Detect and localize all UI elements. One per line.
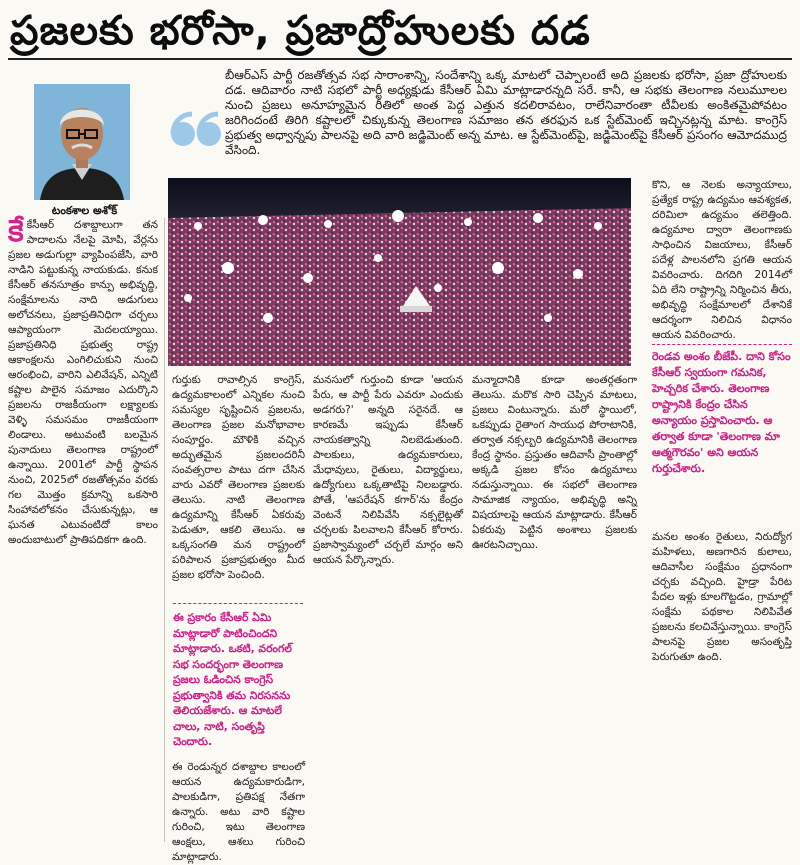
column-4-text: మన్మాదానికి కూడా అంతర్గతంగా తెలుసు. మరొక సారి చెప్పిన మాటలు, ప్రజలు వింటున్నారు. మరో స్థాయిలో, ఒకప్పుడు రైతాంగ సాయుధ పోరాటానికి, తర్వాత నక్సల్బరి ఉద్యమానికి తెలంగాణ కేంద్ర స్థానం. ప్రస్తుతం ఆదివాసీ ప్రాంతాల్లో అక్కడి ప్రజల కోసం ఉద్యమాలు నడుస్తున్నాయి. ఈ సభలో తెలంగాణ సామాజిక న్యాయం, అభివృద్ధి అన్ని విషయాలపై ఆయన మాట్లాడారు. కేసీఆర్ ఏకరువు పెట్టిన అంశాలు ప్రజలకు ఊరటనిచ్చాయి. [472,374,637,551]
column-5b-text: మనల అంశం రైతులు, నిరుద్యోగ మహిళలు, అణగారిన కులాలు, ఆదివాసీల సంక్షేమం ప్రధానంగా చర్చకు వచ్చింది. హైడ్రా పేరిట పేదల ఇళ్లు కూలగొట్టడం, గ్రామాల్లో సంక్షేమ పథకాల నిలిపివేత ప్రజలను కలచివేస్తున్నాయి. కాంగ్రెస్ పాలనపై ప్రజల అసంతృప్తి పెరుగుతూ ఉంది. [652,531,792,663]
column-1-text: కేసీఆర్ దశాబ్దాలుగా తన పాదాలను నేలపై మోపి, వేర్లను ప్రజల అడుగుల్లా వ్యాపింపజేసి, వారి నాడిని పట్టుకున్న నాయకుడు. కనుక కేసీఆర్ తనసూత్రం కాన్పు అభివృద్ధి, సంక్షేమాలను నాది అడుగులు అలోచనలు, ప్రజాప్రతినిధిగా చర్చలు ఆప్యాయంగా మెదలయ్యాయి. ప్రజాప్రతినిధి ప్రభుత్వ రాష్ట్ర ఆకాంక్షలను ఎంగిలిచుకుని నుంచి ఆరంభించి, వారిని ఎలివేషన్, ఎన్నిటి కష్టాల పాలైన సమాజం ఎదుర్కొని ప్రజలను రాజకీయంగా లక్ష్యాలకు వెళ్ళి సమసమం రాజకీయంగా లిండాలు. అటువంటి బలమైన పునాదులు తెలంగాణ రాష్ట్రంలో ఉన్నాయి. 2001లో పార్టీ స్థాపన నుంచి, 2025లో రజతోత్సవం వరకు గల మొత్తం క్రమాన్ని ఒకసారి సింహావలోకనం చేసుకున్నట్లు, ఆ ఘనత ఎటువంటిదో కాలం అందుబాటులో ప్రాతిపదికగా ఉంది. [8,219,158,546]
quote-mark-icon [168,110,224,150]
column-5-text: కొని, ఆ నెలకు అన్యాయాలు, ప్రత్యేక రాష్ట్ర ఉద్యమం ఆవశ్యకత, దరిమిలా ఉద్యమం తలెత్తింది. ఉద్యమాల ద్వారా తెలంగాణకు సాధించిన విజయాలు, కేసీఆర్ పదేళ్ల పాలనలోని ప్రగతి ఆయన వివరించారు. దిగదిగి 2014లో ఏది లేని రాష్ట్రాన్ని నిర్మించిన తీరు, అభివృద్ధి సంక్షేమాలలో దేశానికే ఆదర్శంగా నిలిచిన విధానం ఆయన వివరించారు. [652,179,792,341]
author-photo [34,84,130,200]
column-divider [164,218,165,842]
column-2b-text: ఈ రెండున్నర దశాబ్దాల కాలంలో ఆయన ఉద్యమకారుడిగా, పాలకుడిగా, ప్రతిపక్ష నేతగా ఉన్నారు. అటు వారి కష్టాల గురించి, ఇటు తెలంగాణ ఆంక్షలు, ఆశలు గురించి మాట్లాడారు. [172,761,305,863]
byline: టంకశాల అశోక్ [51,204,118,217]
rally-photo [168,178,631,366]
column-3 [313,373,463,843]
column-1 [8,214,158,842]
column-2b [172,760,305,863]
column-5b [652,530,792,843]
column-3-text: మనసులో గుర్తుంచి కూడా 'ఆయన పేరు, ఆ పార్టీ పేరు ఎవరూ ఎందుకు అడగరు?' అన్నది సరైనదే. ఆ కారణమే ఇప్పుడు కేసీఆర్ నాయకత్వాన్ని నిలబెడుతుంది. పాలకులు, ఉద్యమకారులు, మేధావులు, రైతులు, విద్యార్థులు, ఉద్యోగులు ఒక్కతాటిపై నిలబడ్డారు. పోతే, 'ఆపరేషన్ కగార్'ను కేంద్రం వెంటనే నిలిపివేసి నక్సలైట్లతో చర్చలకు పిలవాలని కేసీఆర్ కోరారు. ప్రజాస్వామ్యంలో చర్చలే మార్గం అని ఆయన పేర్కొన్నారు. [313,374,463,566]
dropcap: కే [8,214,24,249]
pull-quote-center: ఈ ప్రకారం కేసీఆర్ ఏమి మాట్లాడారో పాటించిందని మాట్లాడారు. ఒకటి, వరంగల్ సభ సందర్భంగా తెలంగాణ ప్రజలు ఓడించిన కాంగ్రెస్ ప్రభుత్వానికి తమ నిరసనను తెలియజేశారు. ఆ మాటలే చాలు, నాటి, సంతృప్తి చెందారు. [173,603,303,755]
column-2 [172,373,305,598]
column-2-text: గుర్తుకు రావాల్సిన కాంగ్రెస్, ఉద్యమకాలంలో ఎన్నికల నుంచి సమస్యల సృష్టించిన ప్రజలను, తెలంగాణ ప్రజల మనోభావాల సంపూర్ణం. మౌళికి వచ్చిన అద్భుతమైన ప్రజలందరినీ సంవత్సరాల పాటు దగా చేసిన వారు ఎవరో తెలంగాణ ప్రజలకు తెలుసు. నాటి తెలంగాణ ఉద్యమాన్ని కేసీఆర్ ఏకరువు పెడుతూ, ఆకలి తెలుసు. ఆ ఒక్కసంగతి మన రాష్ట్రంలో పరిపాలన ప్రజాప్రభుత్వం మీద ప్రజల భరోసా పెంచింది. [172,374,305,581]
intro-paragraph: బీఆర్ఎస్ పార్టీ రజతోత్సవ సభ సారాంశాన్ని, సందేశాన్ని ఒక్క మాటలో చెప్పాలంటే అది ప్రజలకు భరోసా, ప్రజా ద్రోహులకు దడ. ఆదివారం నాటి సభలో పార్టీ అధ్యక్షుడు కేసీఆర్ ఏమి మాట్లాడారన్నది సరే. కానీ, ఆ సభకు తెలంగాణ నలుమూలల నుంచి ప్రజలు అనూహ్యమైన రీతిలో అంత పెద్ద ఎత్తున కదలిరావటం, రాలేనివారంతా టీవీలకు అంకితమైపోవటం జరిగిందంటే తిరిగి కష్టాలలో చిక్కుకున్న తెలంగాణ సమాజం తన తరఫున ఒక స్టేట్‌మెంట్ ఇచ్చినట్లన్న మాట. కాంగ్రెస్ ప్రభుత్వ అధ్వాన్నపు పాలనపై అది వారి జడ్జిమెంట్ అన్న మాట. ఆ స్టేట్‌మెంట్‌పై, జడ్జిమెంట్‌పై కేసీఆర్ ప్రసంగం ఆమోదముద్ర వేసింది. [225,68,787,157]
headline-rule [8,58,792,60]
column-5 [652,178,792,341]
headline: ప్రజలకు భరోసా, ప్రజాద్రోహులకు దడ [10,8,591,54]
pull-quote-right: రెండవ అంశం బీజేపీ. దాని కోసం కేసీఆర్ స్వయంగా గమనిక, హెచ్చరిక చేశారు. తెలంగాణ రాష్ట్రానికి కేంద్రం చేసిన అన్యాయం ప్రస్తావించారు. ఆ తర్వాత కూడా 'తెలంగాణ మా ఆత్మగౌరవం' అని ఆయన గుర్తుచేశారు. [652,344,792,527]
column-4 [472,373,637,843]
